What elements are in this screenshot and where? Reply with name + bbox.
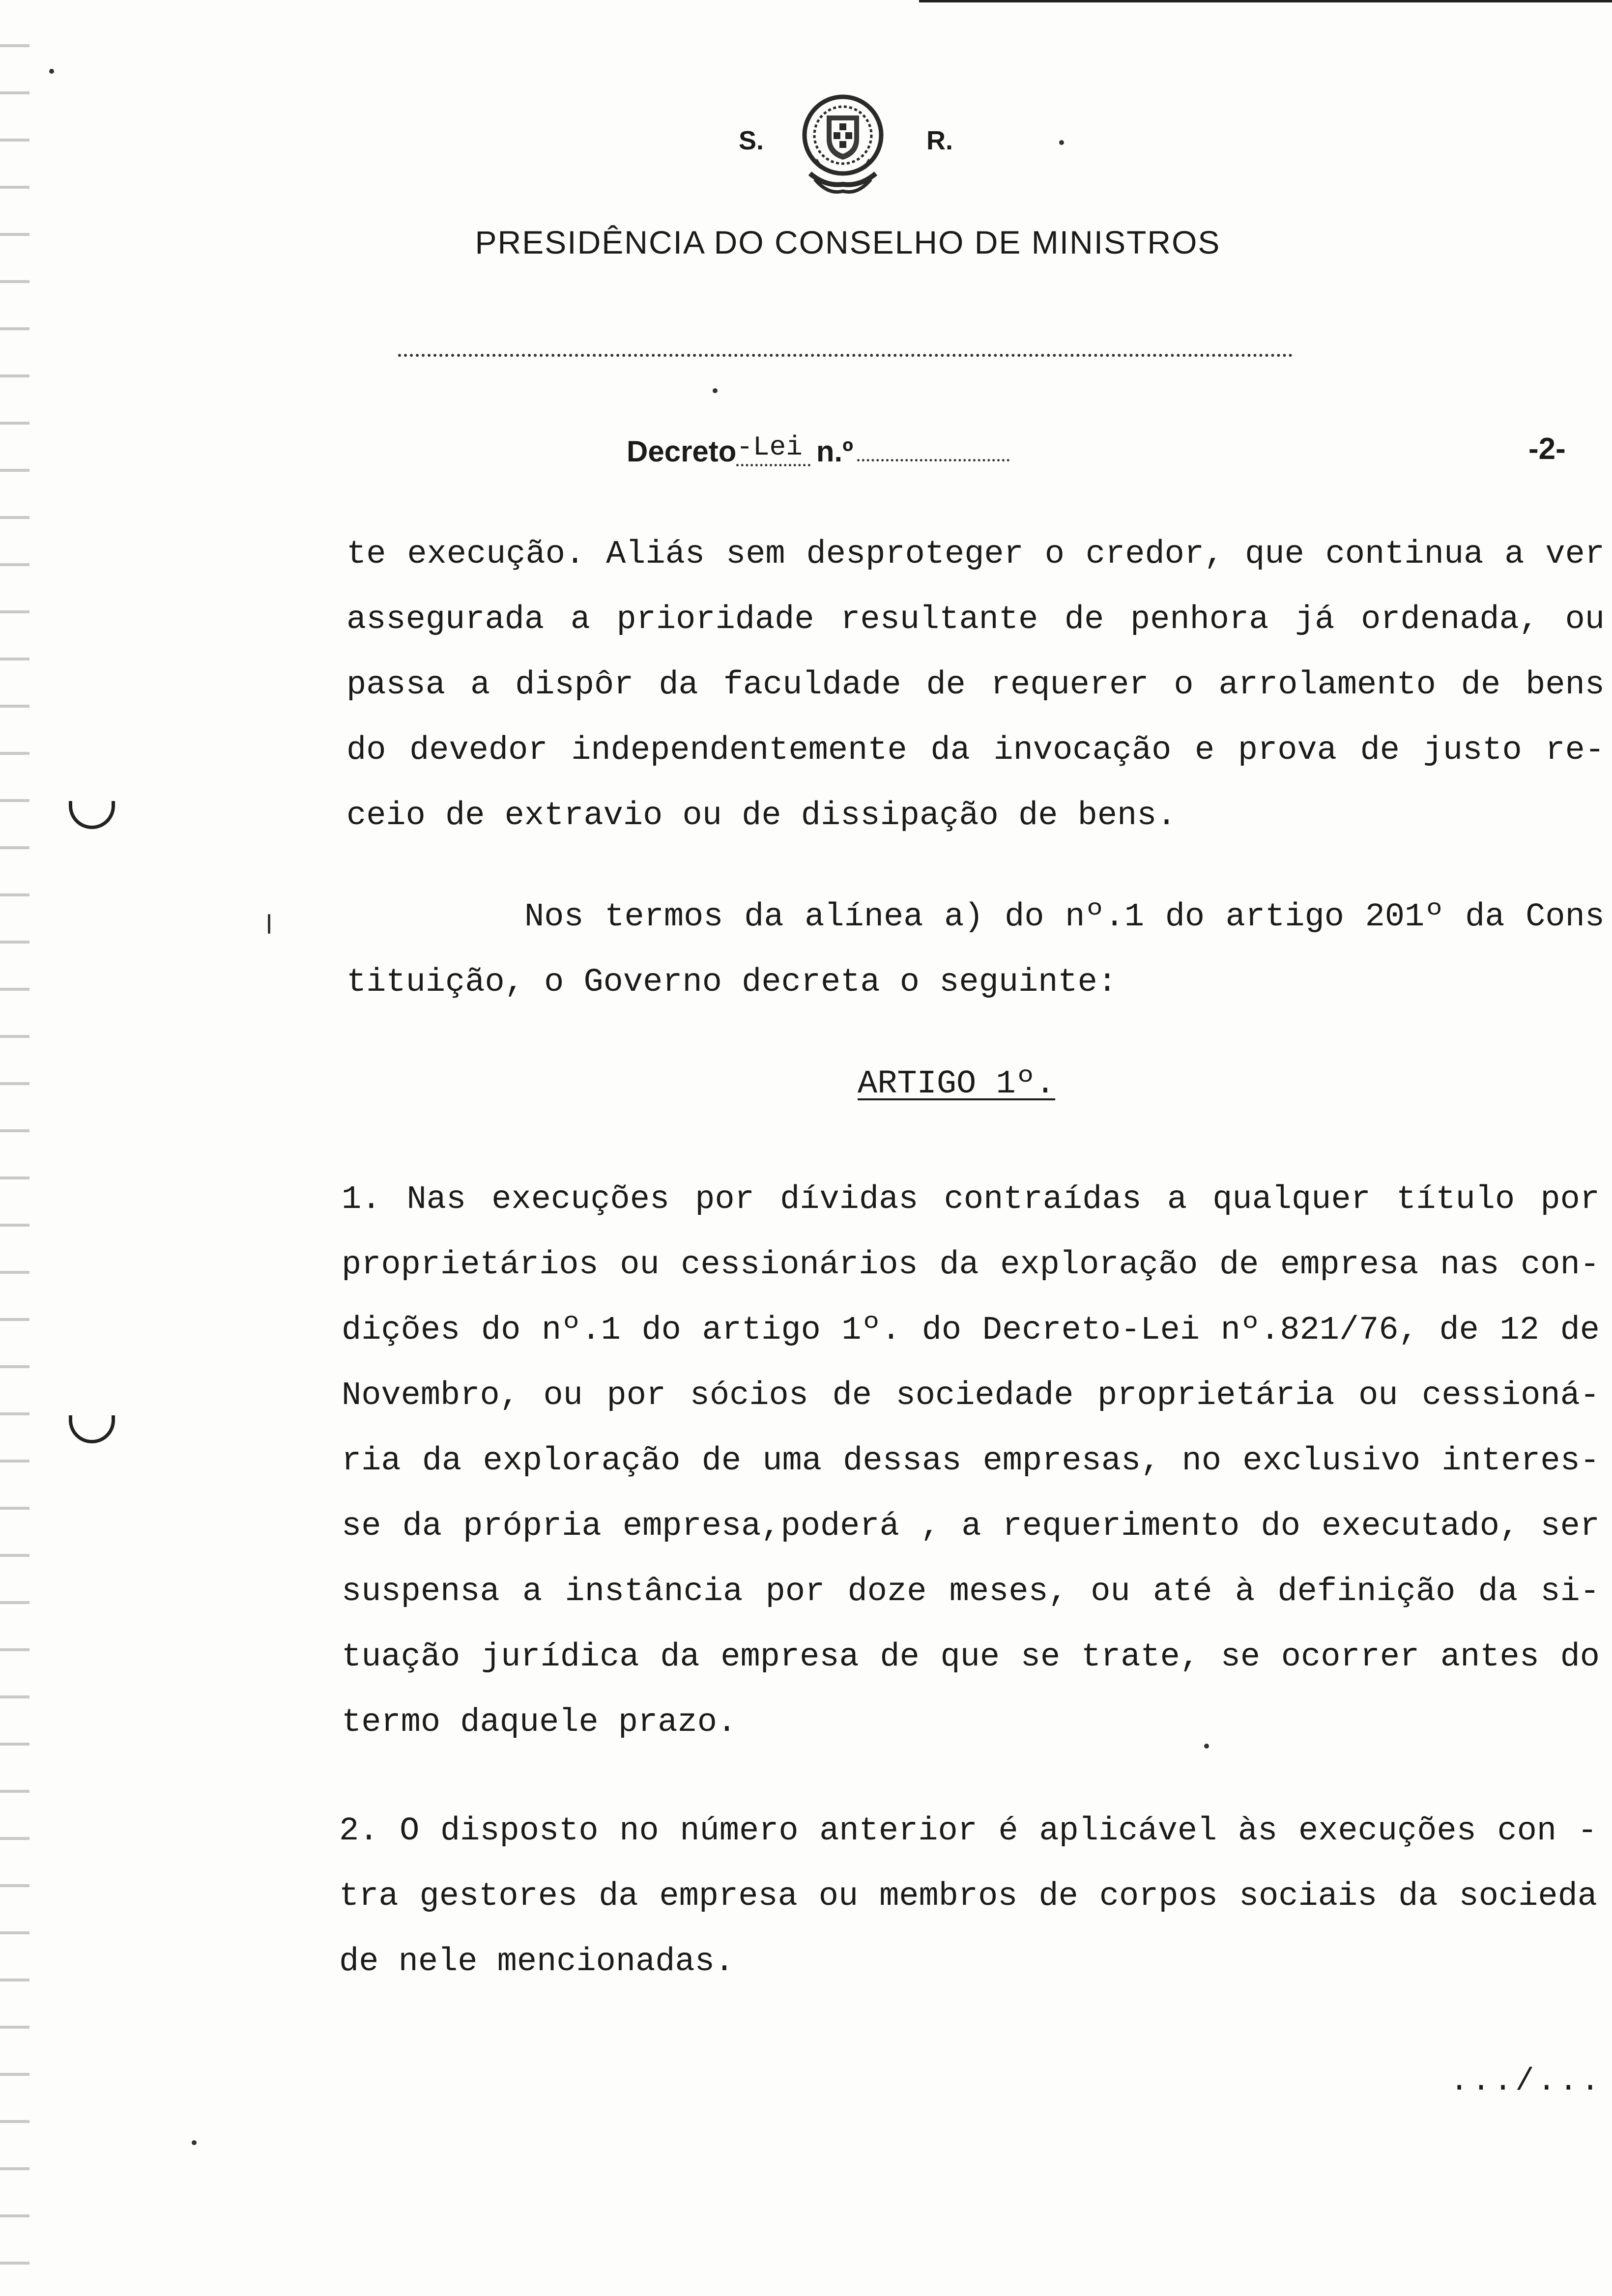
coat-of-arms-icon xyxy=(786,86,899,199)
header-s-letter: S. xyxy=(739,126,764,155)
binding-edge xyxy=(0,0,29,2296)
text-line: de nele mencionadas. xyxy=(339,1943,735,1980)
header-r-letter: R. xyxy=(926,126,953,155)
text-line: 1. Nas execuções por dívidas contraídas a qualquer título por xyxy=(342,1181,1600,1218)
text-line: se da própria empresa,poderá , a requerimento do executado, ser xyxy=(342,1508,1600,1545)
continuation-paragraph xyxy=(346,522,1605,849)
decree-number-label: n.º xyxy=(816,435,854,468)
scan-speck xyxy=(49,69,54,74)
decree-type-fill: -Lei xyxy=(736,431,810,466)
scan-speck xyxy=(713,388,718,393)
terms-paragraph xyxy=(346,885,1605,1015)
article-item-1 xyxy=(342,1167,1600,1755)
dotted-rule xyxy=(398,354,1293,357)
scan-speck xyxy=(192,2140,197,2145)
council-title: PRESIDÊNCIA DO CONSELHO DE MINISTROS xyxy=(475,224,1221,260)
text-line: suspensa a instância por doze meses, ou até à definição da si- xyxy=(342,1573,1600,1610)
text-line: Nos termos da alínea a) do nº.1 do artigo 201º da Cons xyxy=(524,898,1605,936)
punch-hole xyxy=(69,1415,115,1443)
text-line: proprietários ou cessionários da exploração de empresa nas con- xyxy=(342,1246,1600,1284)
punch-hole xyxy=(69,801,115,829)
decree-label: Decreto xyxy=(627,435,737,468)
text-line: do devedor independentemente da invocação e prova de justo re- xyxy=(346,732,1605,769)
text-line: 2. O disposto no número anterior é aplicável às execuções con - xyxy=(339,1812,1597,1850)
text-line: tituição, o Governo decreta o seguinte: xyxy=(346,964,1118,1001)
text-line: passa a dispôr da faculdade de requerer o arrolamento de bens xyxy=(346,666,1605,704)
continuation-mark: .../... xyxy=(1450,2064,1603,2099)
page-number: -2- xyxy=(1528,432,1566,466)
decree-reference xyxy=(627,431,1009,468)
scan-speck xyxy=(1059,140,1064,145)
top-edge-rule xyxy=(919,0,1612,2)
text-line: tra gestores da empresa ou membros de corpos sociais da socieda xyxy=(339,1878,1597,1915)
text-line: ria da exploração de uma dessas empresas, no exclusivo interes- xyxy=(342,1442,1600,1480)
text-line: ceio de extravio ou de dissipação de bens. xyxy=(346,797,1177,834)
text-line: assegurada a prioridade resultante de penhora já ordenada, ou xyxy=(346,601,1605,638)
scan-speck xyxy=(268,914,270,934)
text-line: te execução. Aliás sem desproteger o credor, que continua a ver xyxy=(346,536,1605,573)
article-heading: ARTIGO 1º. xyxy=(858,1065,1056,1103)
text-line: tuação jurídica da empresa de que se trate, se ocorrer antes do xyxy=(342,1638,1600,1676)
text-line: Novembro, ou por sócios de sociedade proprietária ou cessioná- xyxy=(342,1377,1600,1414)
article-item-2 xyxy=(339,1799,1597,1995)
text-line: dições do nº.1 do artigo 1º. do Decreto-Lei nº.821/76, de 12 de xyxy=(342,1312,1600,1349)
decree-number-blank xyxy=(857,459,1009,461)
text-line: termo daquele prazo. xyxy=(342,1704,737,1741)
